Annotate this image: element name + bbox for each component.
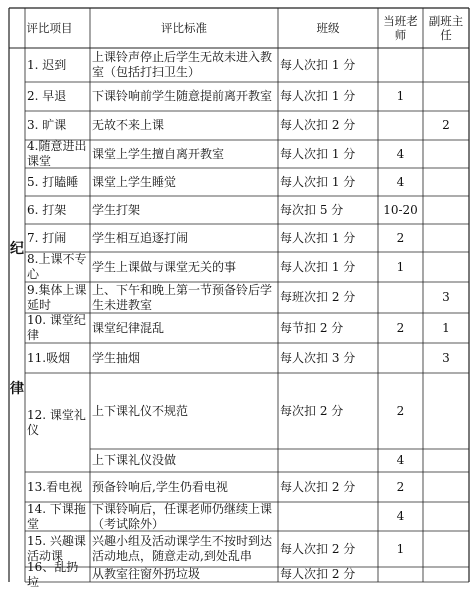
header-director: 副班主任 <box>428 13 464 42</box>
row-class-rule: 每人次扣 3 分 <box>280 350 356 365</box>
row-teacher-score: 2 <box>396 320 405 335</box>
row-class-rule: 每人次扣 1 分 <box>280 259 356 274</box>
row-teacher-score: 1 <box>396 541 405 556</box>
row-class-rule: 每人次扣 2 分 <box>280 118 356 132</box>
row-class-rule: 每人次扣 2 分 <box>280 479 356 494</box>
row-standard: 课堂纪律混乱 <box>92 320 165 335</box>
row-class-rule: 每人次扣 1 分 <box>280 174 356 189</box>
header-standard: 评比标准 <box>161 20 207 35</box>
row-standard: 课堂上学生擅自离开教室 <box>92 146 225 161</box>
row-standard: 下课铃响后，任课老师仍继续上课（考试除外） <box>92 501 273 531</box>
row-standard: 从教室往窗外扔垃圾 <box>92 567 201 581</box>
row-teacher-score: 2 <box>396 230 405 245</box>
row-item: 8.上课不专心 <box>27 252 87 281</box>
row-class-rule: 每人次扣 2 分 <box>280 567 356 581</box>
row-item: 2. 早退 <box>27 89 67 103</box>
row-class-rule: 每人次扣 1 分 <box>280 230 356 245</box>
header-class: 班级 <box>316 20 340 35</box>
row-item: 12. 课堂礼仪 <box>27 407 86 437</box>
row-class-rule: 每次扣 2 分 <box>280 403 344 418</box>
row-standard: 学生抽烟 <box>92 350 141 365</box>
row-standard: 课堂上学生睡觉 <box>92 174 177 189</box>
row-item: 5. 打瞌睡 <box>27 174 79 189</box>
row-standard: 上、下午和晚上第一节预备铃后学生未进教室 <box>92 282 273 312</box>
row-standard: 无故不来上课 <box>92 118 165 132</box>
row-class-rule: 每人次扣 1 分 <box>280 57 356 72</box>
row-item: 3. 旷课 <box>27 118 67 132</box>
row-class-rule: 每班次扣 2 分 <box>280 290 356 304</box>
row-teacher-score: 4 <box>396 174 405 189</box>
row-item: 15. 兴趣课活动课 <box>27 534 86 563</box>
row-item: 1. 迟到 <box>27 57 67 72</box>
row-director-score: 2 <box>442 118 450 132</box>
row-standard: 下课铃响前学生随意提前离开教室 <box>92 89 273 103</box>
header-item: 评比项目 <box>26 20 73 35</box>
row-class-rule: 每人次扣 1 分 <box>280 146 356 161</box>
row-teacher-score: 2 <box>396 403 405 418</box>
row-class-rule: 每节扣 2 分 <box>280 320 344 335</box>
row-director-score: 1 <box>442 320 450 335</box>
row-teacher-score: 1 <box>396 259 405 274</box>
row-teacher-score: 1 <box>396 89 405 103</box>
row-standard: 兴趣小组及活动课学生不按时到达活动地点，随意走动,到处乱串 <box>92 534 273 563</box>
row-item: 13.看电视 <box>27 479 83 494</box>
row-director-score: 3 <box>442 350 450 365</box>
row-teacher-score: 2 <box>396 479 405 494</box>
row-item: 14. 下课拖堂 <box>27 501 86 531</box>
row-standard: 学生上课做与课堂无关的事 <box>92 259 237 274</box>
row-item: 4.随意进出课堂 <box>27 139 87 168</box>
header-teacher: 当班老师 <box>383 13 418 42</box>
row-standard: 上下课礼仪没做 <box>92 453 177 467</box>
row-item: 16、乱扔垃 <box>27 559 79 589</box>
row-standard: 上下课礼仪不规范 <box>92 403 189 418</box>
row-class-rule: 每次扣 5 分 <box>280 202 344 217</box>
row-teacher-score: 4 <box>396 509 405 523</box>
row-standard: 学生打架 <box>92 202 141 217</box>
row-teacher-score: 10-20 <box>383 202 418 217</box>
row-class-rule: 每人次扣 2 分 <box>280 541 356 556</box>
row-teacher-score: 4 <box>396 453 405 467</box>
row-item: 6. 打架 <box>27 202 67 217</box>
category-label-1: 纪 <box>10 241 24 258</box>
row-item: 9.集体上课延时 <box>27 282 87 312</box>
row-item: 11.吸烟 <box>27 350 71 365</box>
row-teacher-score: 4 <box>396 146 405 161</box>
category-label-2: 律 <box>10 381 24 398</box>
row-director-score: 3 <box>442 290 450 304</box>
row-standard: 上课铃声停止后学生无故未进入教室（包括打扫卫生） <box>92 50 273 79</box>
row-item: 7. 打闹 <box>27 230 67 245</box>
row-standard: 预备铃响后,学生仍看电视 <box>92 479 228 494</box>
row-class-rule: 每人次扣 1 分 <box>280 89 356 103</box>
row-item: 10. 课堂纪律 <box>27 313 86 342</box>
row-standard: 学生相互追逐打闹 <box>92 230 189 245</box>
